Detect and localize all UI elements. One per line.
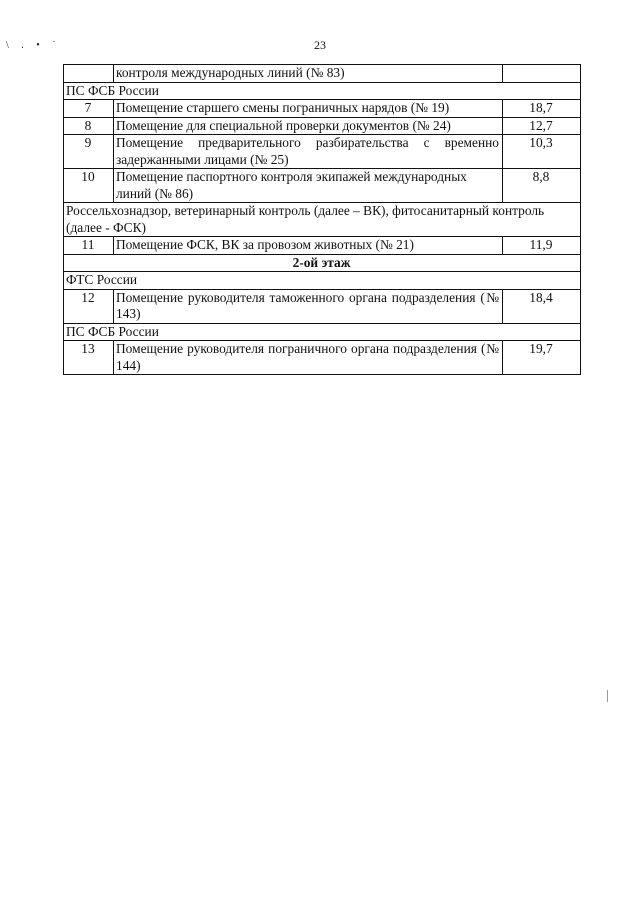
page-number: 23	[314, 38, 326, 52]
section-row	[64, 203, 581, 237]
table-row	[64, 237, 581, 255]
row-number: 8	[64, 117, 114, 135]
section-row	[64, 82, 581, 100]
table-row	[64, 341, 581, 375]
section-title: Россельхознадзор, ветеринарный контроль (далее – ВК), фитосанитарный контроль (далее - ФСК)	[64, 203, 581, 237]
row-description: Помещение для специальной проверки документов (№ 24)	[114, 117, 503, 135]
row-area: 18,4	[503, 289, 581, 323]
section-title: ПС ФСБ России	[64, 323, 581, 341]
section-row	[64, 323, 581, 341]
premises-table	[63, 64, 581, 375]
row-number: 7	[64, 100, 114, 118]
row-number	[64, 65, 114, 83]
row-number: 12	[64, 289, 114, 323]
floor-heading: 2-ой этаж	[64, 254, 581, 272]
row-area: 12,7	[503, 117, 581, 135]
row-description: Помещение руководителя пограничного органа подразделения (№ 144)	[114, 341, 503, 375]
floor-heading-row	[64, 254, 581, 272]
row-number: 13	[64, 341, 114, 375]
table-row	[64, 65, 581, 83]
row-description: Помещение руководителя таможенного органа подразделения (№ 143)	[114, 289, 503, 323]
row-description: Помещение паспортного контроля экипажей международных линий (№ 86)	[114, 169, 503, 203]
row-description: Помещение ФСК, ВК за провозом животных (№ 21)	[114, 237, 503, 255]
section-row	[64, 272, 581, 290]
row-area: 8,8	[503, 169, 581, 203]
row-area: 10,3	[503, 135, 581, 169]
table-row	[64, 135, 581, 169]
row-number: 9	[64, 135, 114, 169]
scan-artifact	[607, 690, 608, 702]
scan-marks: \ . • ˙	[6, 40, 61, 51]
section-title: ФТС России	[64, 272, 581, 290]
table-row	[64, 117, 581, 135]
row-area: 11,9	[503, 237, 581, 255]
row-area: 18,7	[503, 100, 581, 118]
row-description: контроля международных линий (№ 83)	[114, 65, 503, 83]
table-row	[64, 169, 581, 203]
row-area: 19,7	[503, 341, 581, 375]
table-row	[64, 289, 581, 323]
table-row	[64, 100, 581, 118]
row-description: Помещение старшего смены пограничных нарядов (№ 19)	[114, 100, 503, 118]
row-number: 10	[64, 169, 114, 203]
row-description: Помещение предварительного разбирательства с временно задержанными лицами (№ 25)	[114, 135, 503, 169]
row-number: 11	[64, 237, 114, 255]
row-area	[503, 65, 581, 83]
section-title: ПС ФСБ России	[64, 82, 581, 100]
